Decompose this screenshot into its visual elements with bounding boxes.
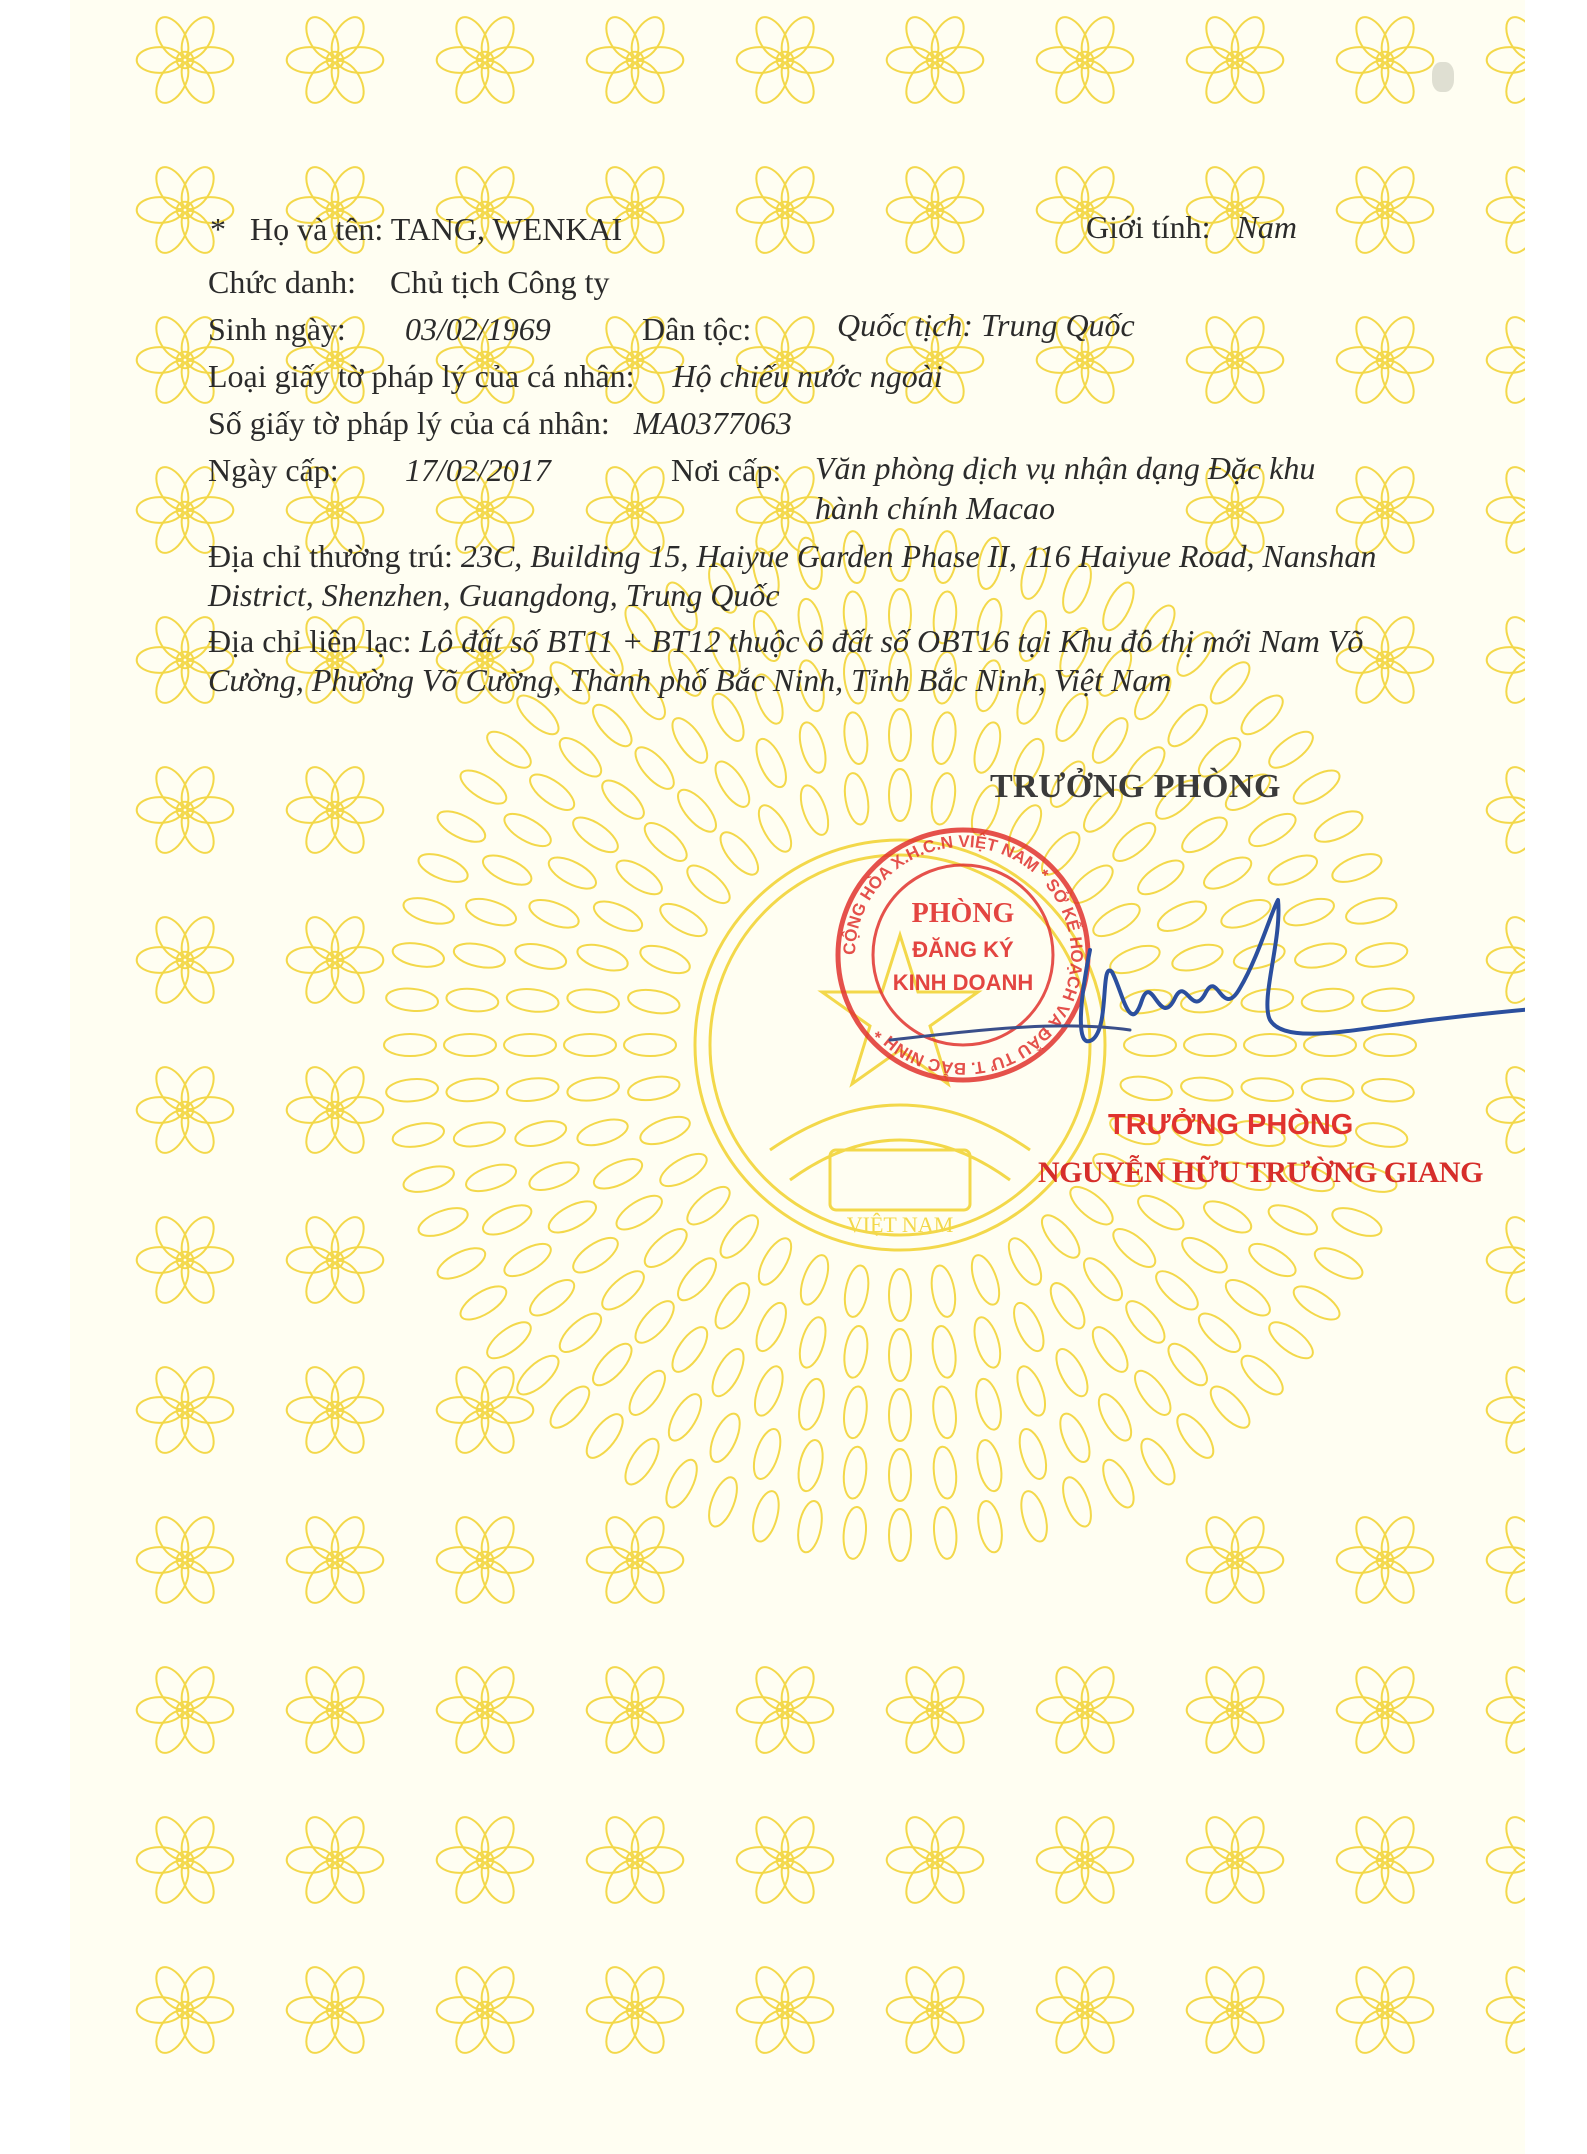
contact-address-label: Địa chỉ liên lạc: (208, 623, 412, 659)
issue-date-row (208, 451, 339, 490)
issue-place-line1: Văn phòng dịch vụ nhận dạng Đặc khu (815, 450, 1316, 486)
title-label: Chức danh: (208, 264, 356, 300)
id-type-value: Hộ chiếu nước ngoài (672, 358, 943, 394)
seal-center-line1: PHÒNG (911, 898, 1015, 929)
contact-address-value: Lô đất số BT11 + BT12 thuộc ô đất số OBT16 tại Khu đô thị mới Nam Võ Cường, Phường Võ Cường, Thành phố Bắc Ninh, Tỉnh Bắc Ninh, Việt Nam (208, 623, 1364, 699)
issue-place-label: Nơi cấp: (671, 452, 782, 488)
document-page (70, 0, 1525, 2154)
issue-date-label: Ngày cấp: (208, 452, 339, 488)
dob-value-cell (405, 310, 551, 349)
id-number-label: Số giấy tờ pháp lý của cá nhân: (208, 405, 610, 441)
issue-place-label-cell (671, 451, 781, 490)
title-row (208, 263, 610, 302)
stamp-title: TRƯỞNG PHÒNG (1108, 1109, 1354, 1141)
seal-center-line2: ĐĂNG KÝ (912, 937, 1014, 962)
nationality-cell (837, 306, 1135, 345)
handwritten-signature (830, 880, 1525, 1090)
stamp-signer-name: NGUYỄN HỮU TRƯỜNG GIANG (1038, 1156, 1483, 1189)
gender-row (1086, 208, 1297, 247)
document-content (70, 0, 1525, 2154)
nationality-value: Quốc tịch: Trung Quốc (837, 307, 1135, 343)
issue-date-value-cell (405, 451, 551, 490)
ethnic-label: Dân tộc: (642, 311, 752, 347)
permanent-address-block (208, 537, 1378, 615)
name-value: TANG, WENKAI (390, 211, 623, 247)
emblem-text: VIỆT NAM (846, 1212, 954, 1237)
dob-row (208, 310, 346, 349)
title-value: Chủ tịch Công ty (389, 264, 610, 300)
issue-place-line2-cell (815, 489, 1055, 528)
id-type-row (208, 357, 943, 396)
id-number-value: MA0377063 (633, 405, 792, 441)
ethnic-cell (642, 310, 751, 349)
contact-address-block (208, 622, 1408, 700)
seal-center-line3: KINH DOANH (892, 970, 1034, 995)
issue-place-line2: hành chính Macao (815, 490, 1055, 526)
permanent-address-label: Địa chỉ thường trú: (208, 538, 453, 574)
name-label: Họ và tên: (250, 211, 384, 247)
id-number-row (208, 404, 792, 443)
issue-date-value: 17/02/2017 (405, 452, 551, 488)
permanent-address-value: 23C, Building 15, Haiyue Garden Phase II, 116 Haiyue Road, Nanshan District, Shenzhen, Guangdong, Trung Quốc (208, 538, 1377, 614)
dob-value: 03/02/1969 (405, 311, 551, 347)
name-row (210, 210, 622, 249)
id-type-label: Loại giấy tờ pháp lý của cá nhân: (208, 358, 635, 394)
seal-ring-text: CỘNG HÒA X.H.C.N VIỆT NAM * SỞ KẾ HOẠCH VÀ ĐẦU TƯ T. BẮC NINH * (839, 831, 1087, 1079)
issue-place-line1-cell (815, 449, 1315, 488)
signature-heading: TRƯỞNG PHÒNG (990, 768, 1281, 805)
gender-value: Nam (1236, 209, 1297, 245)
dob-label: Sinh ngày: (208, 311, 346, 347)
bullet: * (210, 211, 226, 247)
gender-label: Giới tính: (1086, 209, 1211, 245)
